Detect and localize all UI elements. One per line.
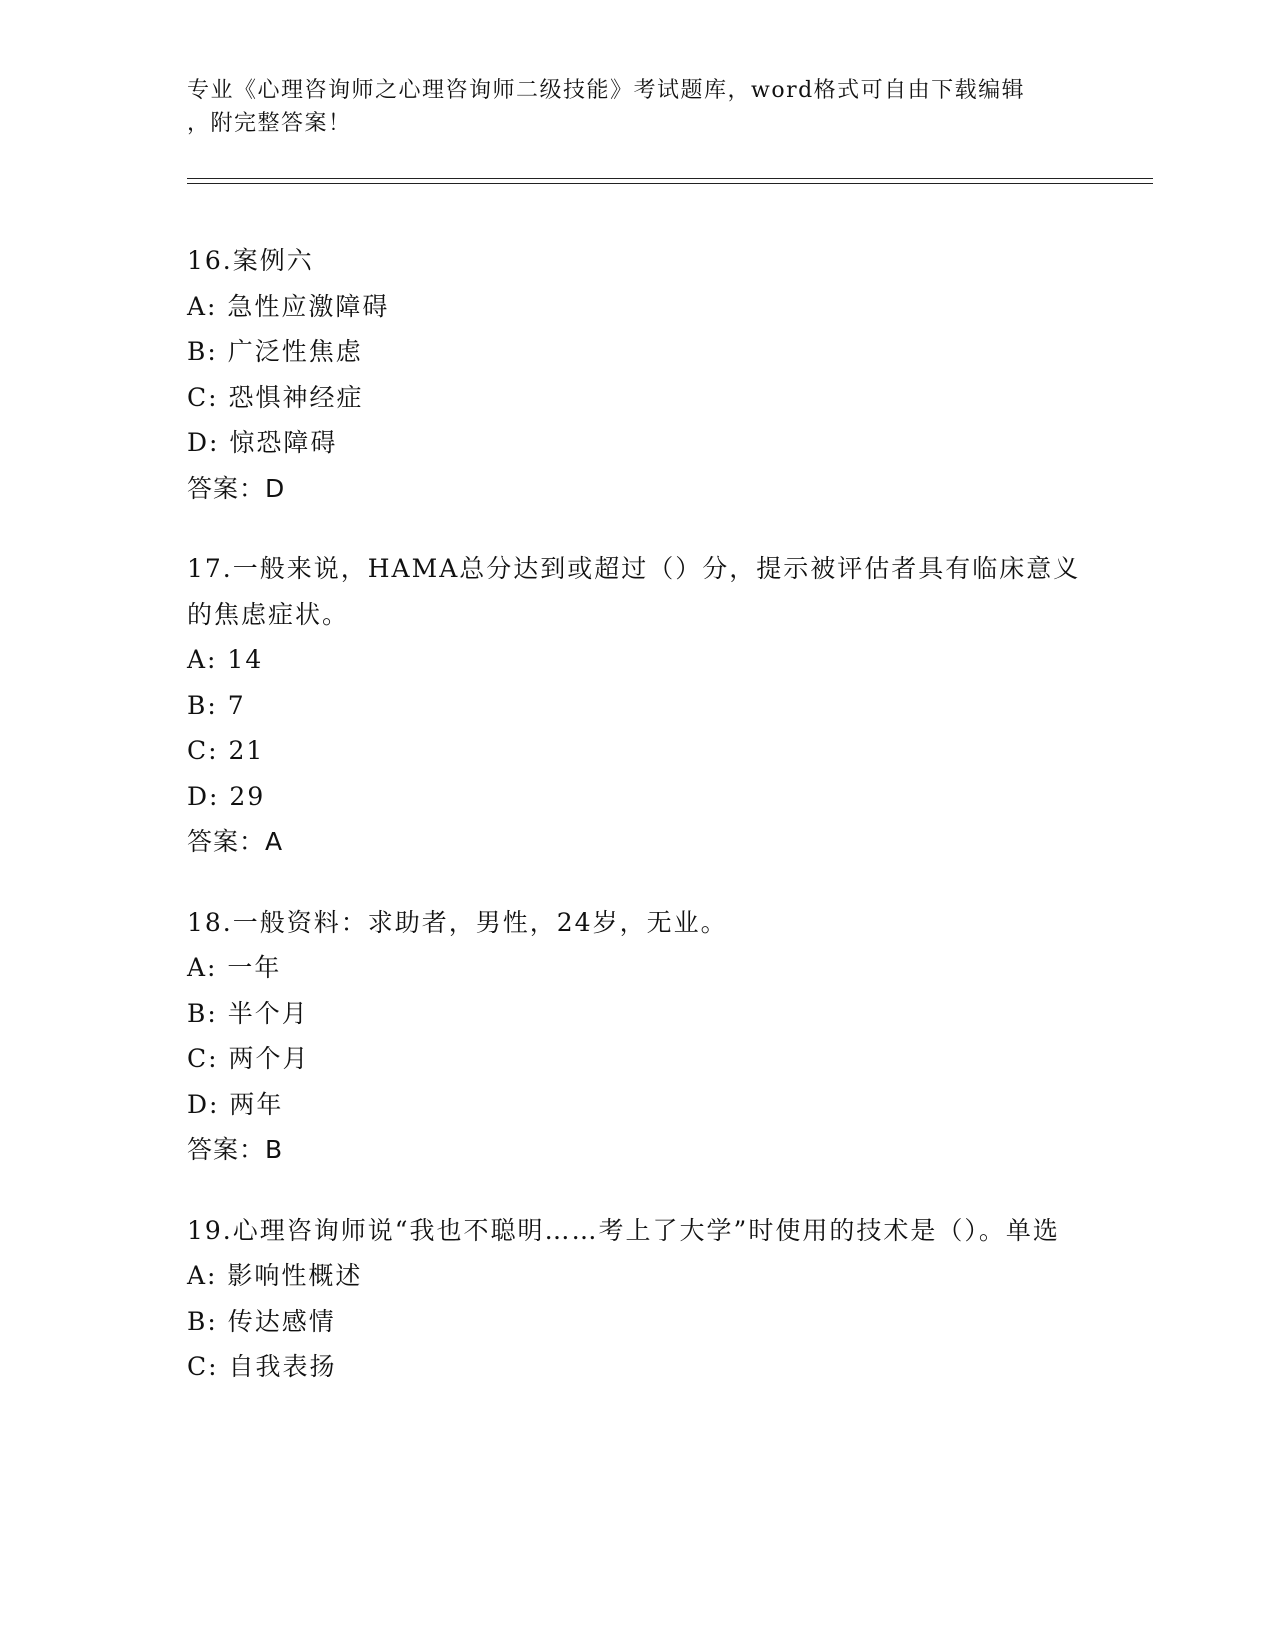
question-stem: 19.心理咨询师说“我也不聪明……考上了大学”时使用的技术是（）。单选 (187, 1215, 1060, 1245)
option-d: D: 惊恐障碍 (187, 428, 338, 457)
option-d: D: 两年 (187, 1089, 284, 1119)
question-19 (187, 1208, 1087, 1390)
question-list (187, 238, 1087, 1425)
header-line-2: ，附完整答案！ (187, 111, 352, 136)
question-stem: 17.一般来说，HAMA总分达到或超过（）分，提示被评估者具有临床意义的焦虑症状。 (187, 554, 1081, 629)
option-c: C: 两个月 (187, 1044, 310, 1073)
option-c: C: 21 (187, 736, 265, 765)
question-stem: 16.案例六 (187, 246, 314, 275)
answer-line: 答案：D (187, 473, 286, 503)
option-b: B: 半个月 (187, 998, 309, 1028)
answer-line: 答案：A (187, 827, 284, 856)
question-stem: 18.一般资料：求助者，男性，24岁，无业。 (187, 907, 728, 937)
option-a: A: 急性应激障碍 (187, 291, 390, 321)
option-c: C: 恐惧神经症 (187, 382, 364, 412)
header-divider-bottom (187, 183, 1153, 184)
option-b: B: 7 (187, 690, 246, 720)
header-line-1: 专业《心理咨询师之心理咨询师二级技能》考试题库，word格式可自由下载编辑 (187, 78, 1026, 103)
option-a: A: 影响性概述 (187, 1261, 363, 1290)
answer-line: 答案：B (187, 1135, 284, 1164)
option-b: B: 广泛性焦虑 (187, 337, 363, 366)
option-d: D: 29 (187, 781, 266, 811)
question-16 (187, 238, 1087, 511)
option-a: A: 一年 (187, 953, 282, 982)
option-c: C: 自我表扬 (187, 1352, 337, 1381)
option-b: B: 传达感情 (187, 1306, 336, 1336)
question-17 (187, 546, 1087, 865)
question-18 (187, 900, 1087, 1173)
option-a: A: 14 (187, 645, 264, 674)
header-divider-top (187, 178, 1153, 179)
document-header (187, 74, 1067, 140)
